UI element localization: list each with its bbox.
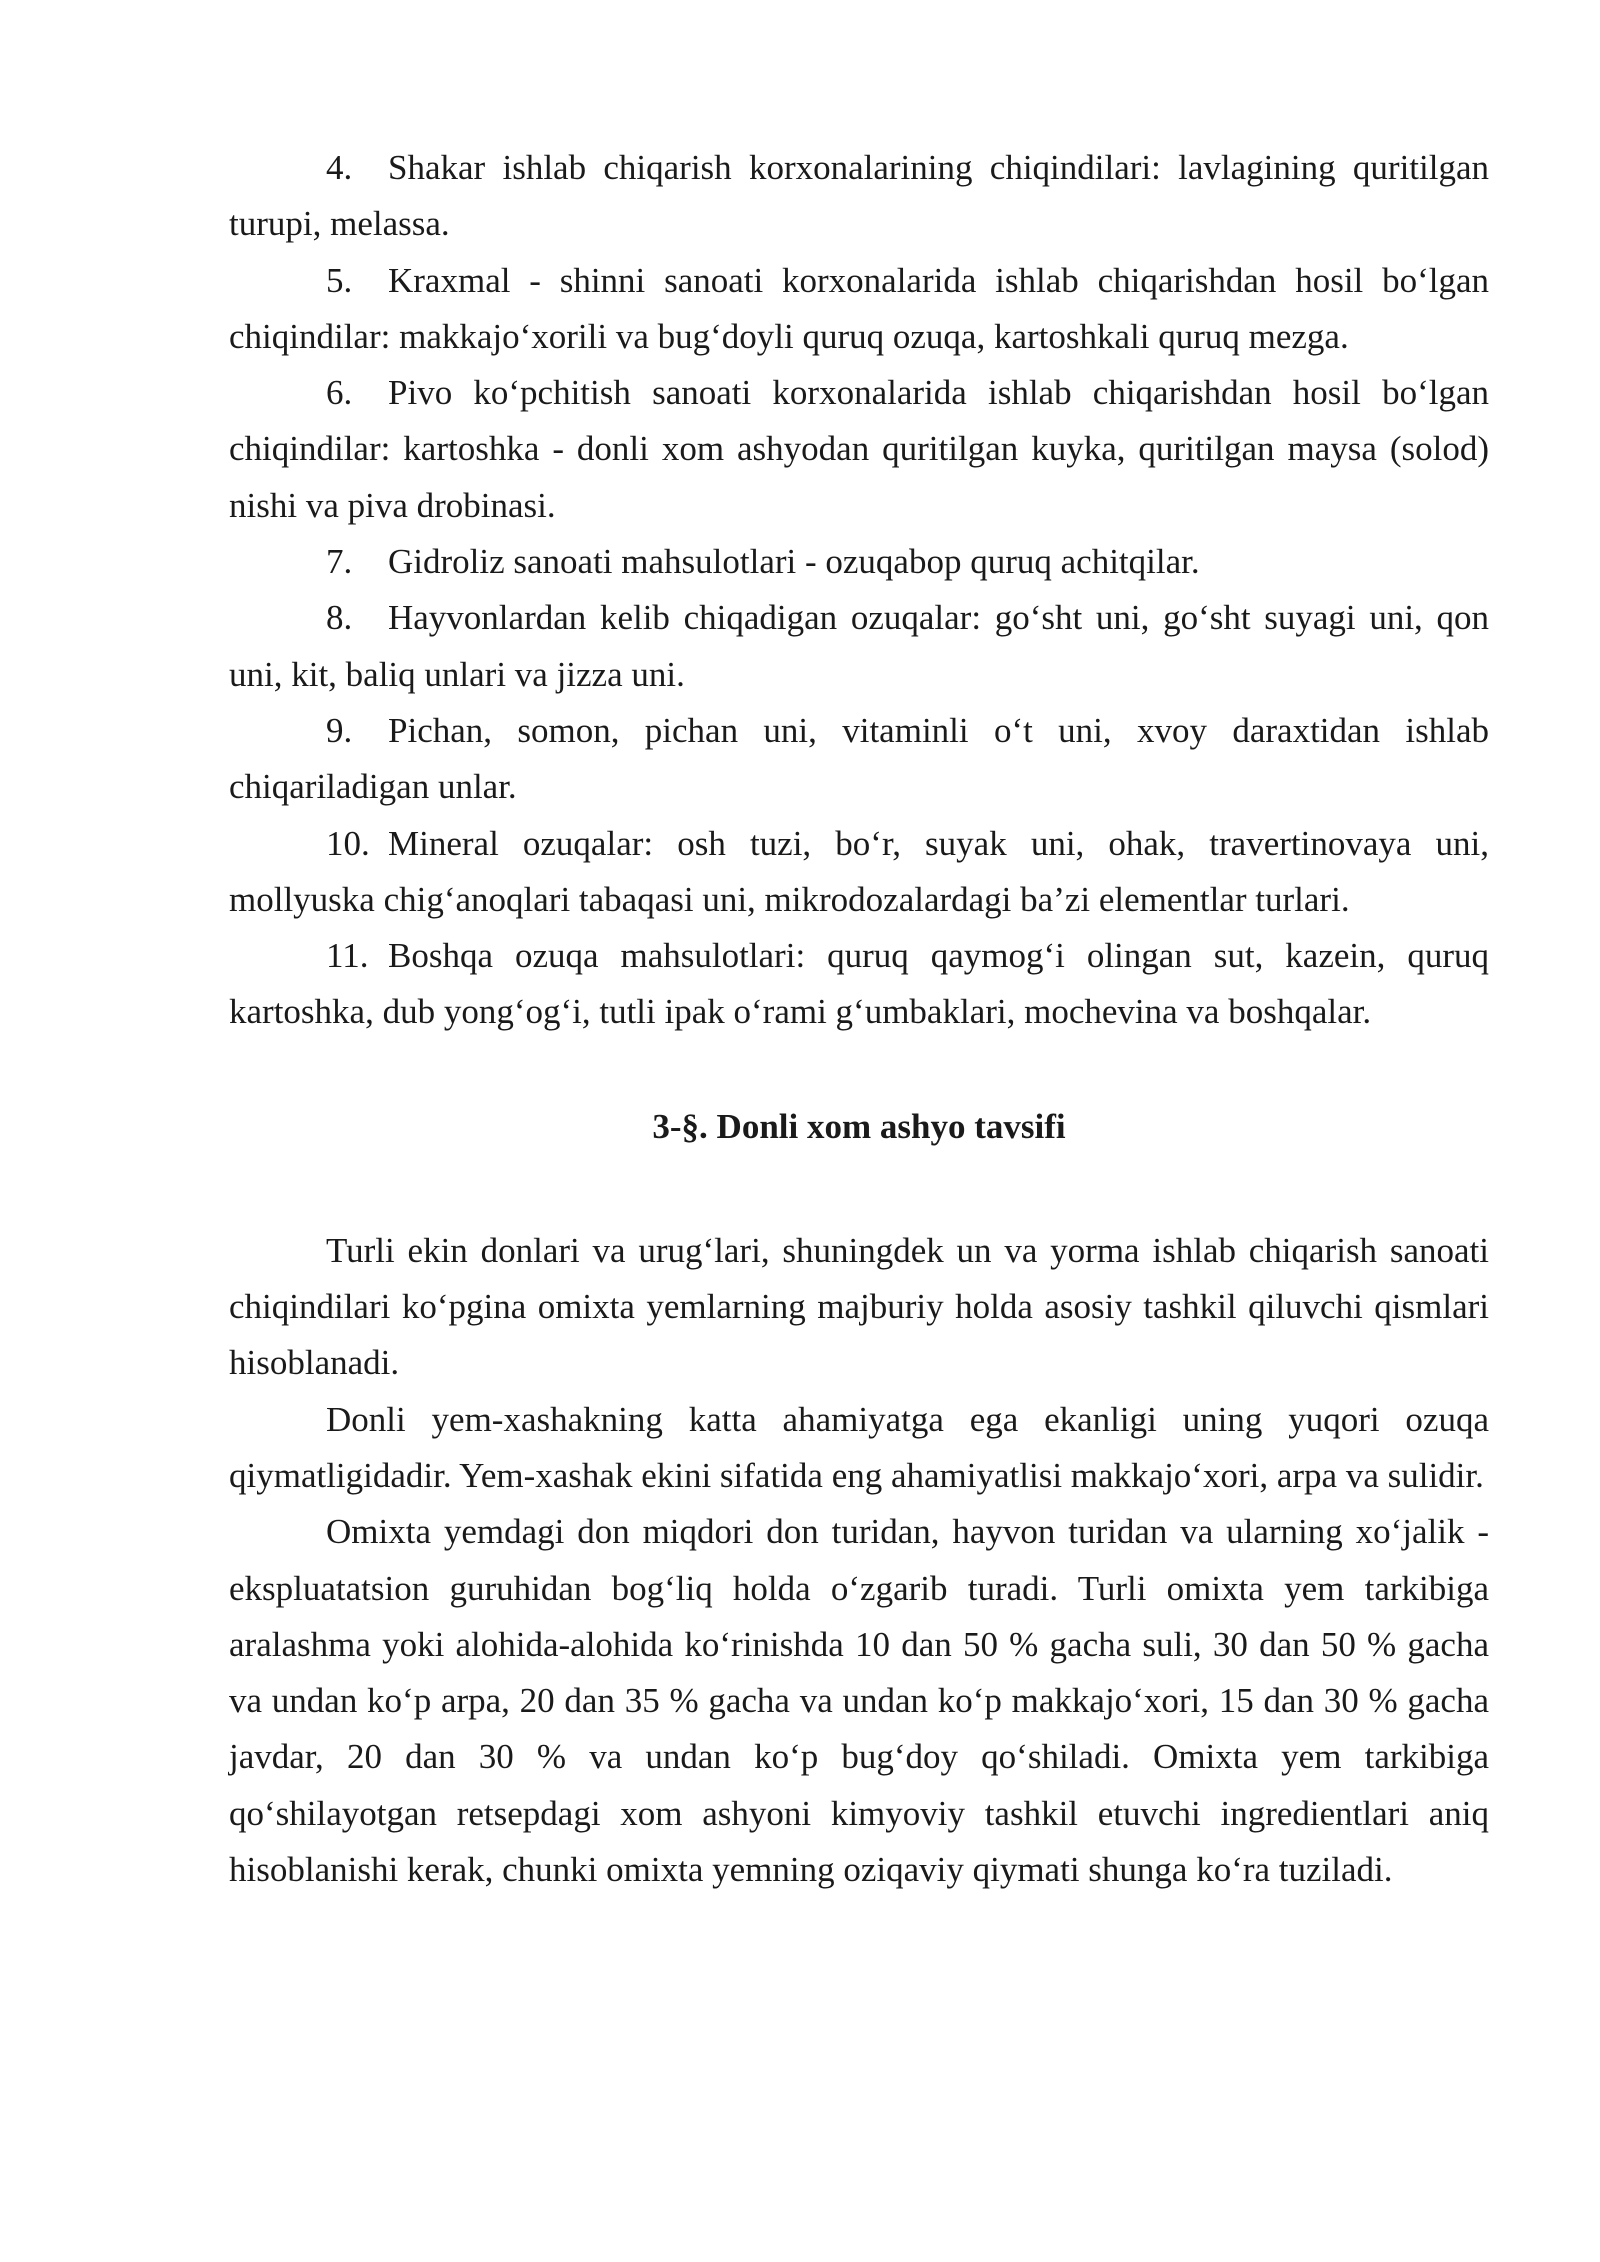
list-item-text: Boshqa ozuqa mahsulotlari: quruq qaymog‘i olingan sut, kazein, quruq kartoshka, dub yong‘og‘i, tutli ipak o‘rami g‘umbaklari, mochevina va boshqalar. — [229, 936, 1489, 1032]
section-body — [229, 1223, 1489, 1899]
list-item — [229, 590, 1489, 703]
list-item — [229, 703, 1489, 816]
list-item — [229, 534, 1489, 590]
list-item-text: Hayvonlardan kelib chiqadigan ozuqalar: go‘sht uni, go‘sht suyagi uni, qon uni, kit, baliq unlari va jizza uni. — [229, 598, 1489, 694]
list-item-number: 4. — [326, 148, 353, 187]
list-item — [229, 140, 1489, 253]
list-item-text: Shakar ishlab chiqarish korxonalarining chiqindilari: lavlagining quritilgan turupi, melassa. — [229, 148, 1489, 244]
section-heading: 3-§. Donli xom ashyo tavsifi — [652, 1106, 1066, 1146]
list-item — [229, 928, 1489, 1041]
paragraph: Omixta yemdagi don miqdori don turidan, hayvon turidan va ularning xo‘jalik - ekspluatatsion guruhidan bog‘liq holda o‘zgarib turadi. Turli omixta yem tarkibiga aralashma yoki alohida-alohida ko‘rinishda 10 dan 50 % gacha suli, 30 dan 50 % gacha va undan ko‘p arpa, 20 dan 35 % gacha va undan ko‘p makkajo‘xori, 15 dan 30 % gacha javdar, 20 dan 30 % va undan ko‘p bug‘doy qo‘shiladi. Omixta yem tarkibiga qo‘shilayotgan retsepdagi xom ashyoni kimyoviy tashkil etuvchi ingredientlari aniq hisoblanishi kerak, chunki omixta yemning oziqaviy qiymati shunga ko‘ra tuziladi. — [229, 1512, 1489, 1890]
list-item-number: 8. — [326, 598, 353, 638]
list-item — [229, 253, 1489, 366]
document-page — [229, 140, 1489, 1898]
list-item-text: Pivo ko‘pchitish sanoati korxonalarida ishlab chiqarishdan hosil bo‘lgan chiqindilar: kartoshka - donli xom ashyodan quritilgan kuyka, quritilgan maysa (solod) nishi va piva drobinasi. — [229, 373, 1489, 525]
list-item-number: 7. — [326, 542, 353, 582]
list-item — [229, 816, 1489, 929]
list-item-number: 5. — [326, 260, 353, 300]
list-item-text: Gidroliz sanoati mahsulotlari - ozuqabop quruq achitqilar. — [388, 542, 1200, 582]
list-item-text: Kraxmal - shinni sanoati korxonalarida ishlab chiqarishdan hosil bo‘lgan chiqindilar: makkajo‘xorili va bug‘doyli quruq ozuqa, kartoshkali quruq mezga. — [229, 260, 1489, 356]
paragraph: Donli yem-xashakning katta ahamiyatga ega ekanligi uning yuqori ozuqa qiymatligidadir. Yem-xashak ekini sifatida eng ahamiyatlisi makkajo‘xori, arpa va sulidir. — [229, 1399, 1489, 1495]
list-item — [229, 365, 1489, 534]
list-item-text: Pichan, somon, pichan uni, vitaminli o‘t uni, xvoy daraxtidan ishlab chiqariladigan unlar. — [229, 710, 1489, 807]
list-item-number: 11. — [326, 936, 369, 976]
feed-list — [229, 140, 1489, 1041]
list-item-number: 10. — [326, 823, 370, 863]
list-item-number: 9. — [326, 710, 353, 750]
paragraph: Turli ekin donlari va urug‘lari, shuningdek un va yorma ishlab chiqarish sanoati chiqindilari ko‘pgina omixta yemlarning majburiy holda asosiy tashkil qiluvchi qismlari hisoblanadi. — [229, 1230, 1489, 1383]
list-item-number: 6. — [326, 373, 353, 413]
list-item-text: Mineral ozuqalar: osh tuzi, bo‘r, suyak uni, ohak, travertinovaya uni, mollyuska chig‘anoqlari tabaqasi uni, mikrodozalardagi ba’zi elementlar turlari. — [229, 823, 1489, 919]
